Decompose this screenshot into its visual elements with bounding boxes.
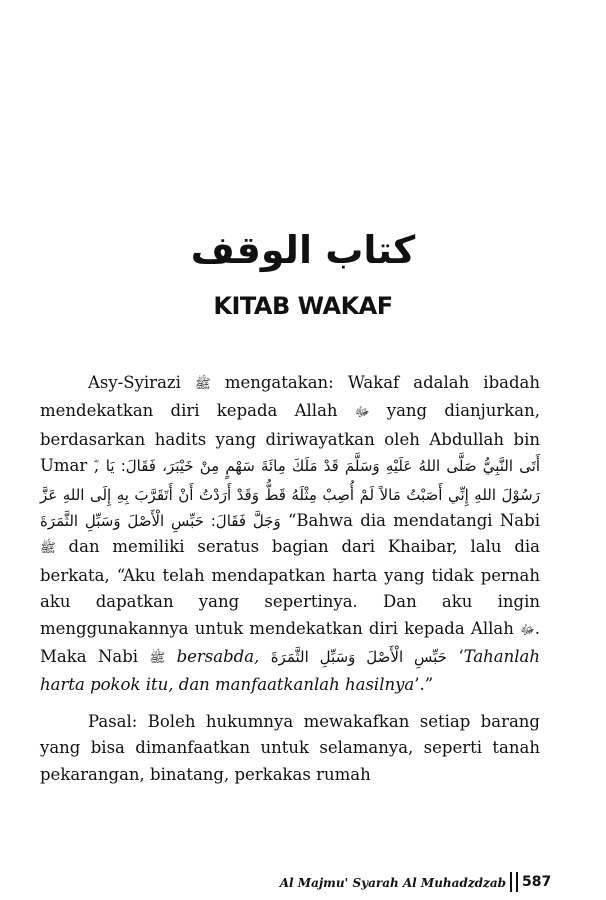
text-run: ’.” [414, 675, 434, 695]
paragraph-2: Pasal: Boleh hukumnya mewakafkan setiap barang yang bisa dimanfaatkan untuk selamanya, seperti tanah pekarangan, binatang, perkakas rumah [40, 711, 540, 784]
body-text [40, 370, 540, 788]
arabic-quote: حَبِّسِ الْأَصْلَ وَسَبِّلِ الثَّمَرَةَ [270, 648, 447, 667]
footer-divider [510, 872, 518, 892]
honorific-glyph: ﷻ [354, 405, 370, 421]
page-number: 587 [522, 874, 552, 890]
translation-quote: Tahanlah harta pokok itu, dan manfaatkanlah hasilnya [40, 647, 540, 695]
running-title: Al Majmu' Syarah Al Muhadzdzab [279, 876, 506, 890]
honorific-glyph: ﷺ [40, 541, 56, 557]
text-run [165, 647, 176, 666]
text-run: mengatakan: Wakaf adalah ibadah mendekatkan diri kepada Allah [40, 373, 541, 421]
honorific-glyph: ﷺ [149, 651, 166, 667]
text-run: dan memiliki seratus bagian dari Khaibar, lalu dia berkata, “Aku telah mendapatkan harta yang tidak pernah aku dapatkan yang sepertinya. Dan aku ingin menggunakannya untuk mendekatkan diri kepada Allah [40, 537, 540, 638]
text-run: . Maka Nabi [40, 618, 540, 667]
paragraph-1 [40, 370, 540, 699]
arabic-hadith: أَتَى النَّبِيُّ صَلَّى اللهُ عَلَيْهِ وَسَلَّمَ قَدْ مَلَكَ مِائَةَ سَهْمٍ مِنْ خَيْبَرَ، فَقَالَ: يَا رَسُوْلَ اللهِ إِنِّي أَصَبْتُ مَالاً لَمْ أُصِبْ مِثْلَهُ قَطُّ وَقَدْ أَرَدْتُ أَنْ أَتَقَرَّبَ بِهِ إِلَى اللهِ عَزَّ وَجَلَّ فَقَالَ: حَبِّسِ الْأَصْلَ وَسَبِّلِ الثَّمَرَةَ [40, 457, 540, 531]
honorific-glyph: ﷺ [195, 377, 211, 392]
text-run: yang dianjurkan, berdasarkan hadits yang diriwayatkan oleh Abdullah bin Umar [40, 401, 540, 476]
chapter-title: KITAB WAKAF [213, 292, 393, 320]
text-run: , [93, 456, 100, 476]
page-footer [0, 872, 606, 896]
text-run: Asy-Syirazi [88, 373, 181, 392]
honorific-glyph: ﷻ [520, 622, 535, 638]
text-run: ‘ [446, 647, 464, 667]
arabic-chapter-title: كتاب الوقف [190, 228, 416, 272]
text-run: “Bahwa dia mendatangi Nabi [280, 511, 540, 531]
text-run-italic: bersabda, [176, 647, 260, 667]
